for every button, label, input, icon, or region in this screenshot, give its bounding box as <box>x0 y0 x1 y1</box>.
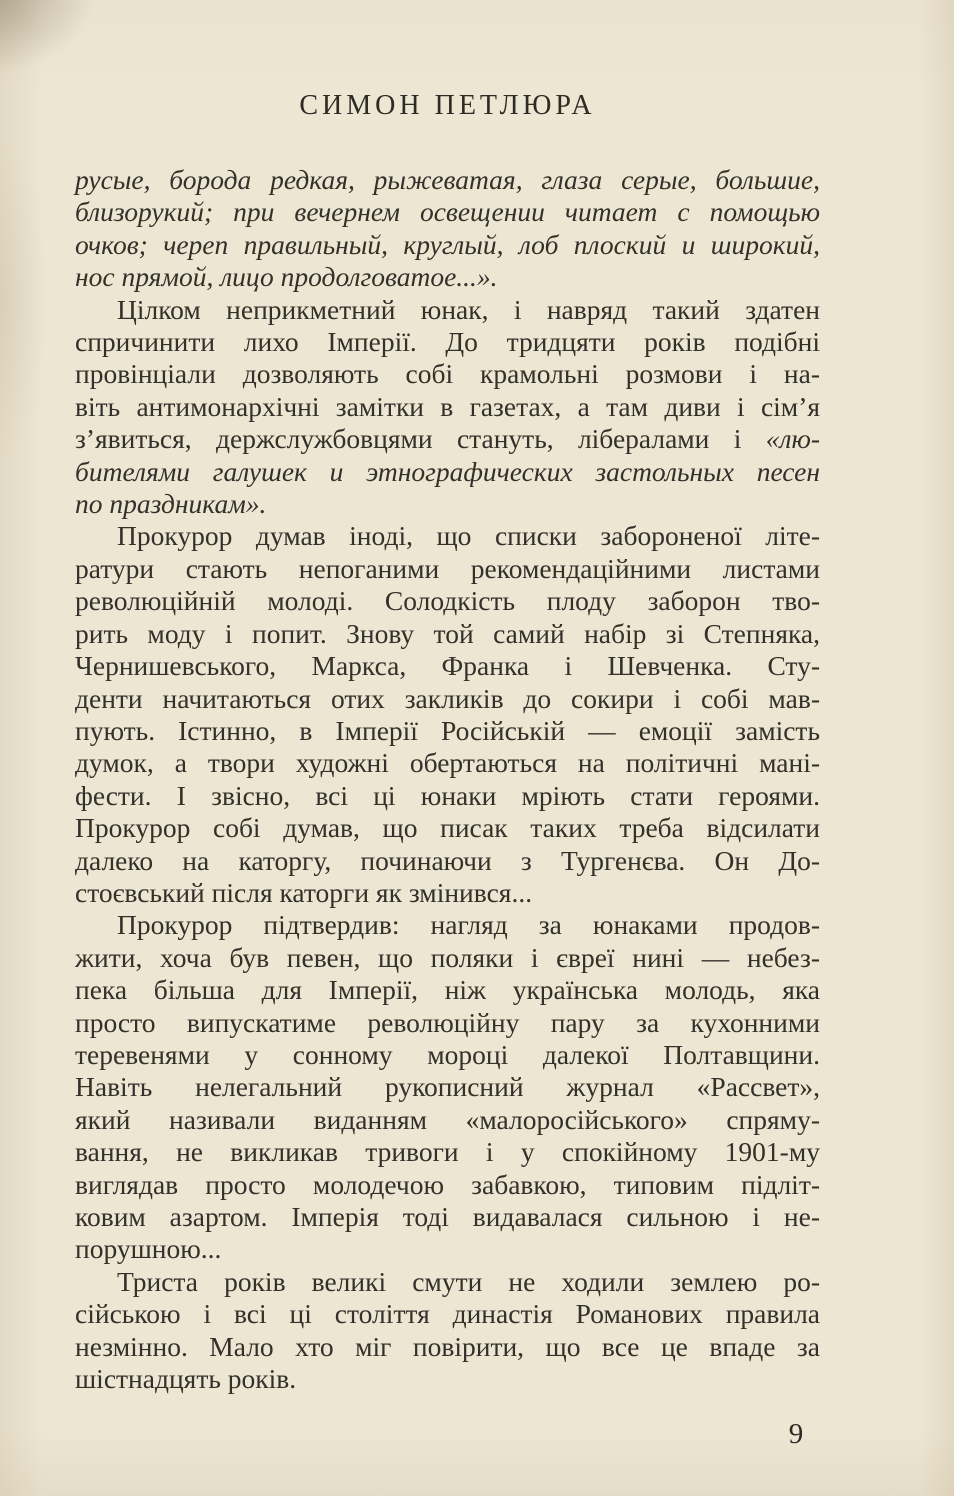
page-title: СИМОН ПЕТЛЮРА <box>299 90 596 121</box>
text-line: незмінно. Мало хто міг повірити, що все це впаде за <box>75 1330 820 1362</box>
text-line: пують. Істинно, в Імперії Російській — емоції замість <box>75 714 820 746</box>
text-line: спричинити лихо Імперії. До тридцяти років подібні <box>75 326 820 358</box>
text-line: далеко на каторгу, починаючи з Тургенєва. Он До- <box>75 844 820 876</box>
text-line: ковим азартом. Імперія тоді видавалася сильною і не- <box>75 1201 820 1232</box>
text-line: який називали виданням «малоросійського» спряму- <box>75 1103 820 1135</box>
paragraph <box>75 294 820 521</box>
paragraph <box>75 164 820 294</box>
text-line: ратури стають непоганими рекомендаційними листами <box>75 552 820 584</box>
text-line: близорукий; при вечернем освещении читает с помощью <box>75 196 820 228</box>
text-line: нос прямой, лицо продолговатое...». <box>75 261 498 293</box>
text-line: бителями галушек и этнографических застольных песен <box>75 455 820 487</box>
text-line: по праздникам». <box>75 488 267 520</box>
text-line: жити, хоча був певен, що поляки і євреї нині — небез- <box>75 941 820 973</box>
text-line: Триста років великі смути не ходили землею ро- <box>117 1265 820 1297</box>
text-line: шістнадцять років. <box>75 1363 297 1395</box>
text-line: Цілком неприкметний юнак, і навряд такий здатен <box>117 293 820 325</box>
text-line: просто випускатиме революційну пару за кухонними <box>75 1006 820 1038</box>
text-line: стоєвський після каторги як змінився... <box>75 876 533 908</box>
text-line: порушною... <box>75 1233 222 1265</box>
text-line: Навіть нелегальний рукописний журнал «Рассвет», <box>75 1071 820 1103</box>
text-line: віть антимонархічні замітки в газетах, а там диви і сім’я <box>75 390 820 422</box>
text-line: русые, борода редкая, рыжеватая, глаза серые, большие, <box>75 164 820 195</box>
paragraph <box>75 1266 820 1396</box>
text-line: революційній молоді. Солодкість плоду заборон тво- <box>75 585 820 617</box>
text-line: очков; череп правильный, круглый, лоб плоский и широкий, <box>75 228 820 260</box>
text-line: денти начитаються отих закликів до сокири і собі мав- <box>75 682 820 714</box>
text-line: рить моду і попит. Знову той самий набір зі Степняка, <box>75 617 820 649</box>
text-line: сійською і всі ці століття династія Романових правила <box>75 1298 820 1330</box>
text-line: пека більша для Імперії, ніж українська молодь, яка <box>75 974 820 1006</box>
text-line: фести. І звісно, всі ці юнаки мріють стати героями. <box>75 779 820 811</box>
text-line: провінціали дозволяють собі крамольні розмови і на- <box>75 358 820 390</box>
text-line: вання, не викликав тривоги і у спокійному 1901-му <box>75 1136 820 1168</box>
text-line: думок, а твори художні обертаються на політичні мані- <box>75 747 820 779</box>
text-line: Прокурор думав іноді, що списки забороненої літе- <box>117 520 820 552</box>
body-text <box>75 164 820 1395</box>
text-line: Чернишевського, Маркса, Франка і Шевченка. Сту- <box>75 650 820 682</box>
text-line: теревенями у сонному мороці далекої Полтавщини. <box>75 1038 820 1070</box>
text-line: виглядав просто молодечою забавкою, типовим підліт- <box>75 1168 820 1200</box>
paragraph <box>75 909 820 1265</box>
page-number: 9 <box>788 1418 804 1450</box>
text-line: з’явиться, держслужбовцями стануть, лібералами і «лю- <box>75 423 820 455</box>
text-line: Прокурор підтвердив: нагляд за юнаками продов- <box>117 909 820 941</box>
paragraph <box>75 520 820 909</box>
text-line: Прокурор собі думав, що писак таких треба відсилати <box>75 812 820 844</box>
